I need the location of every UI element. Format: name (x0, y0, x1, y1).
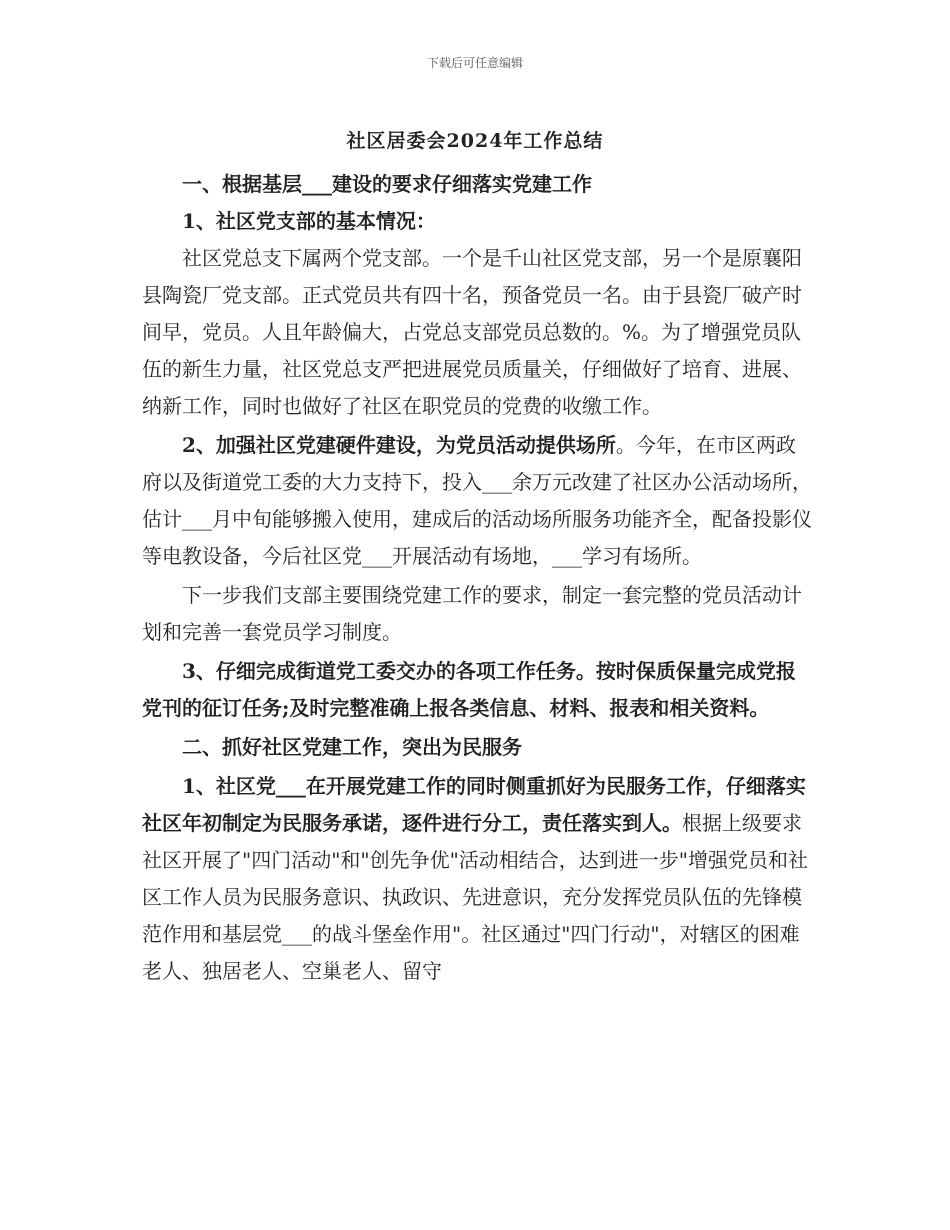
section-heading: 一、根据基层___建设的要求仔细落实党建工作 (182, 172, 592, 196)
section-heading: 二、抓好社区党建工作，突出为民服务 (182, 735, 522, 759)
paragraph: 3、仔细完成街道党工委交办的各项工作任务。按时保质保量完成党报党刊的征订任务;及时完整准确上报各类信息、材料、报表和相关资料。 (142, 659, 796, 720)
item-heading: 1、社区党支部的基本情况： (182, 209, 436, 233)
paragraph: 1、社区党___在开展党建工作的同时侧重抓好为民服务工作，仔细落实社区年初制定为民服务承诺，逐件进行分工，责任落实到人。根据上级要求社区开展了"四门活动"和"创先争优"活动相结合，达到进一步"增强党员和社区工作人员为民服务意识、执政识、先进意识，充分发挥党员队伍的先锋模范作用和基层党___的战斗堡垒作用"。社区通过"四门行动"，对辖区的困难老人、独居老人、空巢老人、留守 (142, 774, 808, 983)
paragraph: 2、加强社区党建硬件建设，为党员活动提供场所。今年，在市区两政府以及街道党工委的大力支持下，投入___余万元改建了社区办公活动场所，估计___月中旬能够搬入使用，建成后的活动场所服务功能齐全，配备投影仪等电教设备，今后社区党___开展活动有场地，___学习有场所。 (142, 433, 812, 568)
document-body (142, 166, 812, 990)
paragraph: 下一步我们支部主要围绕党建工作的要求，制定一套完整的党员活动计划和完善一套党员学习制度。 (142, 583, 802, 644)
page-header: 下载后可任意编辑 (426, 56, 523, 70)
paragraph: 社区党总支下属两个党支部。一个是千山社区党支部，另一个是原襄阳县陶瓷厂党支部。正式党员共有四十名，预备党员一名。由于县瓷厂破产时间早，党员。人且年龄偏大，占党总支部党员总数的。%。为了增强党员队伍的新生力量，社区党总支严把进展党员质量关，仔细做好了培育、进展、纳新工作，同时也做好了社区在职党员的党费的收缴工作。 (142, 246, 802, 418)
document-title: 社区居委会2024年工作总结 (346, 130, 604, 152)
